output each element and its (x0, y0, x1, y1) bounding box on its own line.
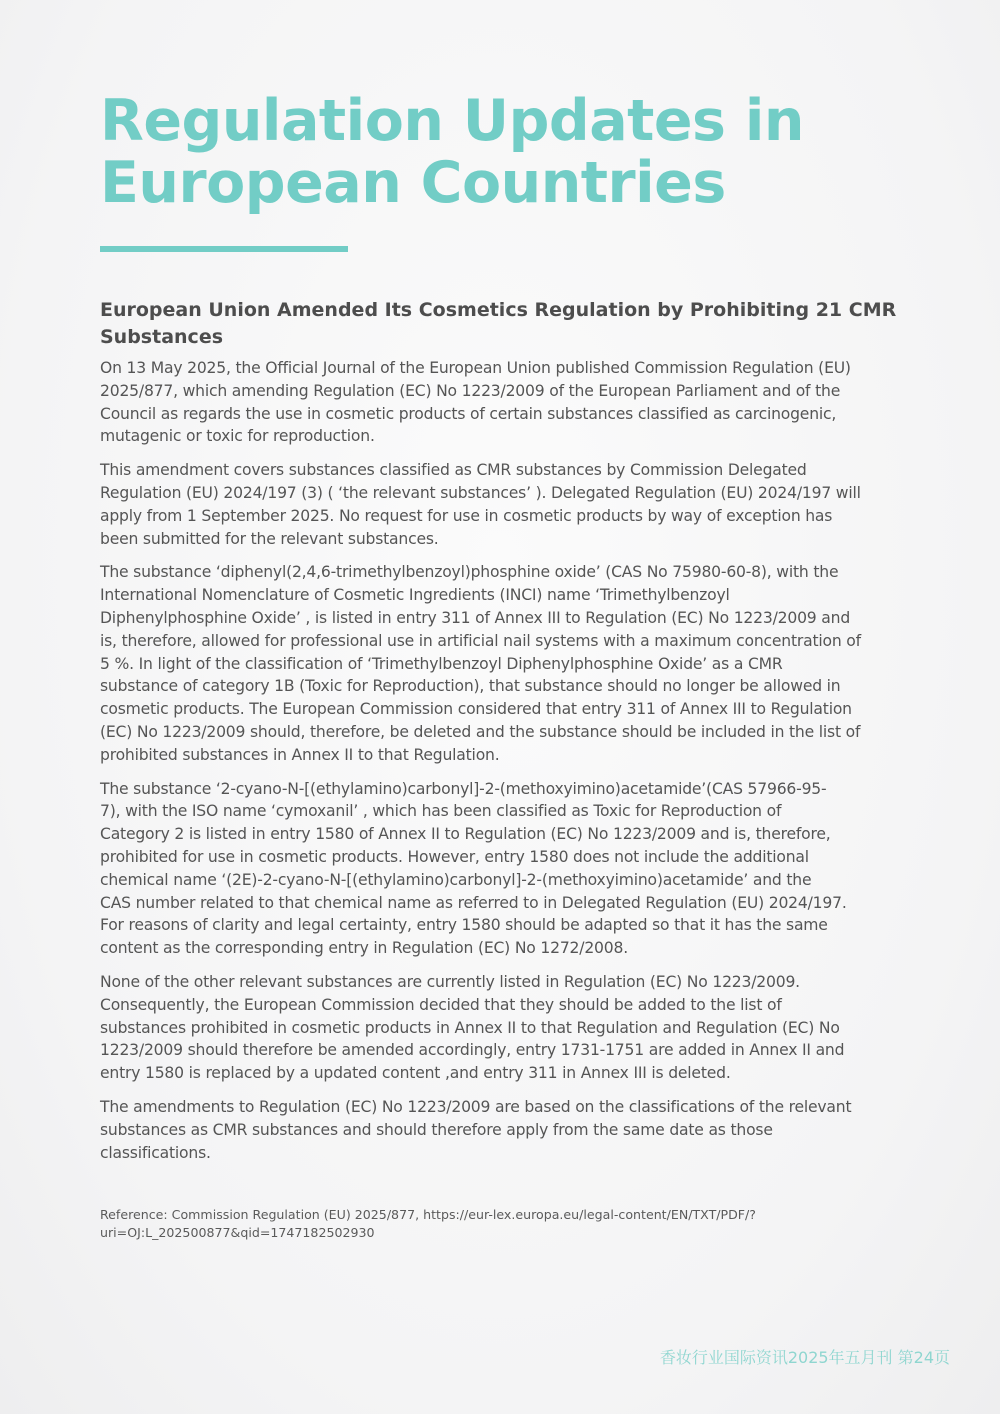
paragraph-line: This amendment covers substances classified as CMR substances by Commission Delegated (100, 461, 807, 480)
paragraph-6 (100, 1096, 905, 1164)
section-heading (100, 297, 905, 351)
page-title-line-1: Regulation Updates in (100, 88, 804, 154)
paragraph-line: (EC) No 1223/2009 should, therefore, be deleted and the substance should be included in the list of (100, 722, 861, 741)
paragraph-line: 2025/877, which amending Regulation (EC) No 1223/2009 of the European Parliament and of the (100, 381, 841, 400)
paragraph-line: prohibited substances in Annex II to that Regulation. (100, 745, 500, 764)
paragraph-line: prohibited for use in cosmetic products. However, entry 1580 does not include the additional (100, 847, 809, 866)
paragraph-line: Consequently, the European Commission decided that they should be added to the list of (100, 995, 782, 1014)
paragraph-line: CAS number related to that chemical name as referred to in Delegated Regulation (EU) 2024/197. (100, 893, 847, 912)
paragraph-line: entry 1580 is replaced by a updated content ,and entry 311 in Annex III is deleted. (100, 1064, 731, 1083)
paragraph-line: content as the corresponding entry in Regulation (EC) No 1272/2008. (100, 939, 628, 958)
page-footer: 香妆行业国际资讯2025年五月刊 第24页 (659, 1348, 950, 1367)
paragraph-line: 1223/2009 should therefore be amended accordingly, entry 1731-1751 are added in Annex II and (100, 1041, 845, 1060)
paragraph-line: chemical name ‘(2E)-2-cyano-N-[(ethylamino)carbonyl]-2-(methoxyimino)acetamide’ and the (100, 870, 812, 889)
page-title (100, 90, 920, 214)
paragraph-4 (100, 778, 905, 960)
paragraph-line: is, therefore, allowed for professional use in artificial nail systems with a maximum concentration of (100, 631, 861, 650)
paragraph-line: substances as CMR substances and should therefore apply from the same date as those (100, 1120, 773, 1139)
paragraph-1 (100, 357, 905, 448)
paragraph-line: The amendments to Regulation (EC) No 1223/2009 are based on the classifications of the relevant (100, 1097, 852, 1116)
paragraph-line: apply from 1 September 2025. No request for use in cosmetic products by way of exception has (100, 506, 833, 525)
paragraph-line: been submitted for the relevant substances. (100, 529, 439, 548)
paragraph-line: The substance ‘2-cyano-N-[(ethylamino)carbonyl]-2-(methoxyimino)acetamide’(CAS 57966-95- (100, 779, 827, 798)
section-heading-line-2: Substances (100, 326, 224, 348)
paragraph-line: classifications. (100, 1143, 211, 1162)
paragraph-line: substance of category 1B (Toxic for Reproduction), that substance should no longer be allowed in (100, 677, 841, 696)
paragraph-line: The substance ‘diphenyl(2,4,6-trimethylbenzoyl)phosphine oxide’ (CAS No 75980-60-8), with the (100, 563, 839, 582)
paragraph-line: substances prohibited in cosmetic products in Annex II to that Regulation and Regulation (EC) No (100, 1018, 840, 1037)
article-body (100, 297, 905, 1175)
paragraph-line: Diphenylphosphine Oxide’ , is listed in entry 311 of Annex III to Regulation (EC) No 1223/2009 and (100, 608, 851, 627)
paragraph-5 (100, 971, 905, 1085)
title-underline-divider (100, 246, 348, 252)
paragraph-3 (100, 561, 905, 766)
paragraph-line: None of the other relevant substances are currently listed in Regulation (EC) No 1223/2009. (100, 972, 800, 991)
paragraph-2 (100, 459, 905, 550)
paragraph-line: On 13 May 2025, the Official Journal of the European Union published Commission Regulation (EU) (100, 359, 851, 377)
paragraph-line: International Nomenclature of Cosmetic Ingredients (INCI) name ‘Trimethylbenzoyl (100, 586, 730, 605)
section-heading-line-1: European Union Amended Its Cosmetics Regulation by Prohibiting 21 CMR (100, 299, 897, 321)
reference-line-2: uri=OJ:L_202500877&qid=1747182502930 (100, 1225, 375, 1240)
page-title-line-2: European Countries (100, 150, 726, 216)
paragraph-line: Regulation (EU) 2024/197 (3) ( ‘the relevant substances’ ). Delegated Regulation (EU) 2024/197 will (100, 483, 861, 502)
paragraph-line: mutagenic or toxic for reproduction. (100, 427, 375, 446)
paragraph-line: 7), with the ISO name ‘cymoxanil’ , which has been classified as Toxic for Reproduction of (100, 802, 782, 821)
reference-line-1: Reference: Commission Regulation (EU) 2025/877, https://eur-lex.europa.eu/legal-content/EN/TXT/PDF/? (100, 1207, 756, 1222)
paragraph-line: For reasons of clarity and legal certainty, entry 1580 should be adapted so that it has the same (100, 916, 828, 935)
paragraph-line: cosmetic products. The European Commission considered that entry 311 of Annex III to Regulation (100, 700, 852, 719)
paragraph-line: Category 2 is listed in entry 1580 of Annex II to Regulation (EC) No 1223/2009 and is, therefore, (100, 825, 831, 844)
paragraph-line: Council as regards the use in cosmetic products of certain substances classified as carcinogenic, (100, 404, 837, 423)
paragraph-line: 5 %. In light of the classification of ‘Trimethylbenzoyl Diphenylphosphine Oxide’ as a CMR (100, 654, 783, 673)
reference-note (100, 1206, 900, 1242)
